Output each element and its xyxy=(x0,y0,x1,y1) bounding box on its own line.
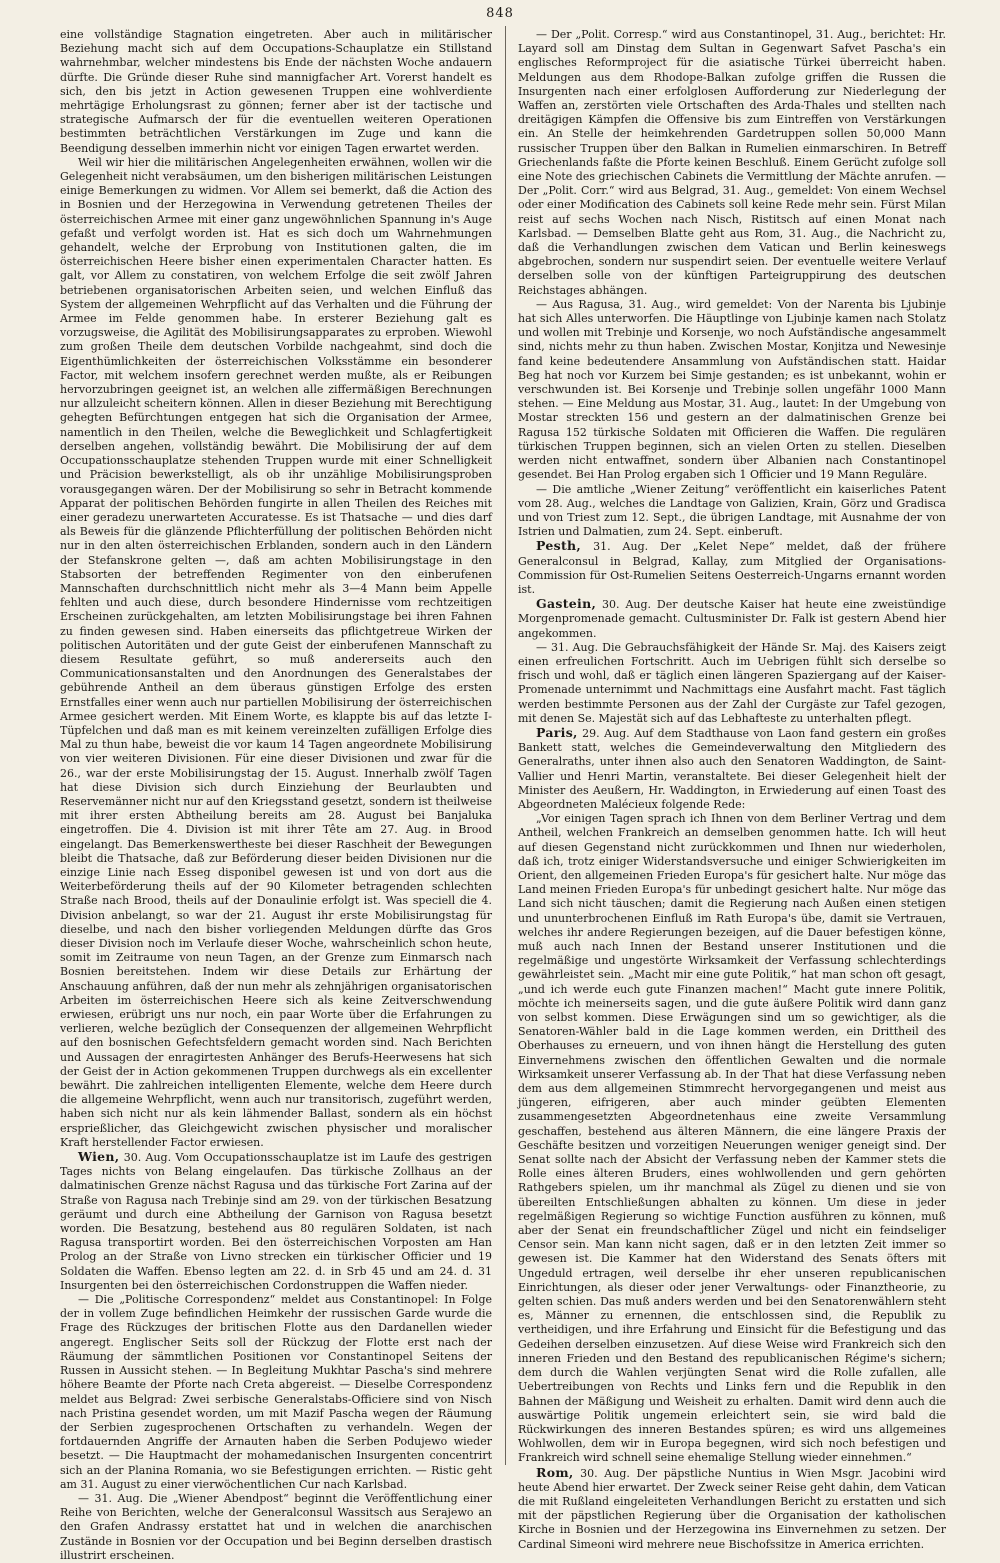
dateline: Pesth, xyxy=(536,538,582,554)
paragraph-text: — 31. Aug. Die Gebrauchsfähigkeit der Hände Sr. Maj. des Kaisers zeigt einen erfreulichen Fortschritt. Auch im Uebrigen fühlt sich derselbe so frisch und wohl, daß er täglich einen längeren Spaziergang auf der Kaiser-Promenade unternimmt und Nachmittags eine Ausfahrt macht. Fast täglich werden bestimmte Personen aus der Zahl der Curgäste zur Tafel gezogen, mit denen Se. Majestät sich auf das Lebhafteste zu unterhalten pflegt. xyxy=(518,640,946,725)
article-paragraph xyxy=(60,1492,492,1563)
article-paragraph xyxy=(518,597,946,641)
paragraph-text: 31. Aug. Der „Kelet Nepe“ meldet, daß der frühere Generalconsul in Belgrad, Kallay, zum Mitglied der Organisations-Commission für Ost-Rumelien Seitens Oesterreich-Ungarns ernannt worden ist. xyxy=(518,540,946,596)
column-divider xyxy=(505,26,506,1465)
dateline: Paris, xyxy=(536,724,578,740)
right-column xyxy=(518,28,946,1551)
article-paragraph xyxy=(60,1293,492,1492)
paragraph-text: 29. Aug. Auf dem Stadthause von Laon fand gestern ein großes Bankett statt, welches die Gemeindeverwaltung den Mitgliedern des Generalraths, unter ihnen also auch den Senatoren Waddington, de Saint-Vallier und Henri Martin, veranstaltete. Bei dieser Gelegenheit hielt der Minister des Aeußern, Hr. Waddington, in Erwiederung auf einen Toast des Abgeordneten Malécieux folgende Rede: xyxy=(518,726,946,811)
dateline: Wien, xyxy=(78,1149,120,1165)
paragraph-text: — Aus Ragusa, 31. Aug., wird gemeldet: Von der Narenta bis Ljubinje hat sich Alles unterworfen. Die Häuptlinge von Ljubinje kamen nach Stolatz und wollen mit Trebinje und Korsenje, wo noch Aufständische angesammelt sind, nichts mehr zu thun haben. Zwischen Mostar, Konjitza und Newesinje fand keine bedeutendere Ansammlung von Aufständischen statt. Haidar Beg hat noch vor Kurzem bei Simje gestanden; es ist unbekannt, wohin er verschwunden ist. Bei Korsenje und Trebinje sollen ungefähr 1000 Mann stehen. — Eine Meldung aus Mostar, 31. Aug., lautet: In der Umgebung von Mostar streckten 156 und gestern an der dalmatinischen Grenze bei Ragusa 152 türkische Soldaten mit Officieren die Waffen. Die regulären türkischen Truppen beginnen, sich an vielen Orten zu stellen. Dieselben werden nicht entwaffnet, sondern über Albanien nach Constantinopel gesendet. Bei Han Prolog ergaben sich 1 Officier und 19 Mann Reguläre. xyxy=(518,297,946,482)
paragraph-text: eine vollständige Stagnation eingetreten. Aber auch in militärischer Beziehung macht sich auf dem Occupations-Schauplatze ein Stillstand wahrnehmbar, welcher mindestens bis Ende der nächsten Woche andauern dürfte. Die Gründe dieser Ruhe sind mannigfacher Art. Vorerst handelt es sich, den bis jetzt in Action gewesenen Truppen eine wohlverdiente mehrtägige Erholungsrast zu gönnen; ferner aber ist der tactische und strategische Aufmarsch der für die eventuellen weiteren Operationen bestimmten beträchtlichen Verstärkungen im Zuge und kann die Beendigung desselben immerhin nicht vor einigen Tagen erwartet werden. xyxy=(60,28,492,155)
paragraph-text: 30. Aug. Der deutsche Kaiser hat heute eine zweistündige Morgenpromenade gemacht. Cultusminister Dr. Falk ist gestern Abend hier angekommen. xyxy=(518,598,946,640)
paragraph-text: — Die amtliche „Wiener Zeitung“ veröffentlicht ein kaiserliches Patent vom 28. Aug., welches die Landtage von Galizien, Krain, Görz und Gradisca und von Triest zum 12. Sept., die übrigen Landtage, mit Ausnahme der von Istrien und Dalmatien, zum 24. Sept. einberuft. xyxy=(518,482,946,539)
paragraph-text: Weil wir hier die militärischen Angelegenheiten erwähnen, wollen wir die Gelegenheit nicht verabsäumen, um den bisherigen militärischen Leistungen einige Bemerkungen zu widmen. Vor Allem sei bemerkt, daß die Action des in Bosnien und der Herzegowina in Verwendung getretenen Theiles der österreichischen Armee mit einer ganz ungewöhnlichen Spannung in's Auge gefaßt und verfolgt worden ist. Hat es sich doch um Wahrnehmungen gehandelt, welche der Erprobung von Institutionen galten, die im österreichischen Heere bisher einen experimentalen Character hatten. Es galt, vor Allem zu constatiren, von welchem Erfolge die seit zwölf Jahren betriebenen organisatorischen Arbeiten seien, und welchen Einfluß das System der allgemeinen Wehrpflicht auf das Verhalten und die Führung der Armee im Felde genommen habe. In ersterer Beziehung galt es vorzugsweise, die Agilität des Mobilisirungsapparates zu erproben. Wiewohl zum großen Theile dem deutschen Vorbilde nachgeahmt, sind doch die Eigenthümlichkeiten der österreichischen Volksstämme ein besonderer Factor, mit welchem insofern gerechnet werden mußte, als er Reibungen hervorzubringen geeignet ist, an welchen alle ziffermäßigen Berechnungen nur allzuleicht scheitern können. Allen in dieser Beziehung mit Berechtigung gehegten Befürchtungen entgegen hat sich die Organisation der Armee, namentlich in den Theilen, welche die Beweglichkeit und Schlagfertigkeit derselben angehen, vollständig bewährt. Die Mobilisirung der auf dem Occupationsschauplatze stehenden Truppen wurde mit einer Schnelligkeit und Präcision bewerkstelligt, als ob ihr unzählige Mobilisirungsproben vorausgegangen wären. Der der Mobilisirung so sehr in Betracht kommende Apparat der politischen Behörden fungirte in allen Theilen des Reiches mit einer geradezu unerwarteten Accuratesse. Es ist Thatsache — und dies darf als Beweis für die glänzende Pflichterfüllung der politischen Behörden nicht nur in den alten österreichischen Erblanden, sondern auch in den Ländern der Stefanskrone gelten —, daß am achten Mobilisirungstage in den Stabsorten der betreffenden Regimenter von den einberufenen Mannschaften durchschnittlich nicht mehr als 3—4 Mann beim Appelle fehlten und auch diese, durch besondere Hindernisse vom rechtzeitigen Erscheinen zurückgehalten, am letzten Mobilisirungstage bei ihren Fahnen zu finden gewesen sind. Haben einerseits das pflichtgetreue Wirken der politischen Autoritäten und der gute Geist der einberufenen Mannschaft zu diesem Resultate geführt, so muß andererseits auch den Communicationsanstalten und den Anordnungen des Generalstabes der gebührende Antheil an dem überaus günstigen Erfolge des ersten Ernstfalles einer wenn auch nur partiellen Mobilisirung der österreichischen Armee gesichert werden. Mit Einem Worte, es klappte bis auf das letzte I-Tüpfelchen und daß man es mit keinem vereinzelten zufälligen Erfolge dies Mal zu thun habe, beweist die vor kaum 14 Tagen angeordnete Mobilisirung von vier weiteren Divisionen. Für eine dieser Divisionen und zwar für die 26., war der erste Mobilisirungstag der 15. August. Innerhalb zwölf Tagen hat diese Division sich durch Einziehung der Beurlaubten und Reservemänner nicht nur auf den Kriegsstand gesetzt, sondern ist theilweise mit ihrer ersten Abtheilung bereits am 28. August bei Banjaluka eingetroffen. Die 4. Division ist mit ihrer Tête am 27. Aug. in Brood eingelangt. Das Bemerkenswertheste bei dieser Raschheit der Bewegungen bleibt die Thatsache, daß zur Beförderung dieser beiden Divisionen nur die einzige Linie nach Esseg disponibel gewesen ist und von dort aus die Weiterbeförderung theils auf der 90 Kilometer betragenden schlechten Straße nach Brood, theils auf der Donaulinie erfolgt ist. Was speciell die 4. Division anbelangt, so war der 21. August ihr erste Mobilisirungstag für dieselbe, und nach den bisher vorliegenden Meldungen dürfte das Gros dieser Division noch im Verlaufe dieser Woche, wahrscheinlich schon heute, somit im Zeitraume von neun Tagen, an der Grenze zum Einmarsch nach Bosnien bereitstehen. Indem wir diese Details zur Erhärtung der Anschauung anführen, daß der nun mehr als zehnjährigen organisatorischen Arbeiten im österreichischen Heere sich als keine Zeitverschwendung erwiesen, erübrigt uns nur noch, ein paar Worte über die Erfahrungen zu verlieren, welche bezüglich der Consequenzen der allgemeinen Wehrpflicht auf den bosnischen Gefechtsfeldern gemacht worden sind. Nach Berichten und Aussagen der enragirtesten Anhänger des Berufs-Heerwesens hat sich der Geist der in Action gekommenen Truppen durchwegs als ein excellenter bewährt. Die zahlreichen intelligenten Elemente, welche dem Heere durch die allgemeine Wehrpflicht, wenn auch nur transitorisch, zugeführt werden, haben sich nicht nur als kein lähmender Ballast, sondern als ein höchst ersprießlicher, das Gleichgewicht zwischen physischer und moralischer Kraft herstellender Factor erwiesen. xyxy=(60,155,492,1149)
article-paragraph xyxy=(518,726,946,812)
article-paragraph xyxy=(60,28,492,156)
article-paragraph xyxy=(60,156,492,1150)
paragraph-text: — Der „Polit. Corresp.“ wird aus Constantinopel, 31. Aug., berichtet: Hr. Layard soll am Dinstag dem Sultan in Gegenwart Safvet Pascha's ein englisches Reformproject für die asiatische Türkei überreicht haben. Meldungen aus dem Rhodope-Balkan zufolge griffen die Russen die Insurgenten nach einer erfolglosen Aufforderung zur Niederlegung der Waffen an, zerstörten viele Ortschaften des Arda-Thales und stellten nach dreitägigen Kämpfen die Offensive bis zum Eintreffen von Verstärkungen ein. An Stelle der heimkehrenden Gardetruppen sollen 50,000 Mann russischer Truppen über den Balkan in Rumelien einmarschiren. In Betreff Griechenlands faßte die Pforte keinen Beschluß. Einem Gerücht zufolge soll eine Note des griechischen Cabinets die Vermittlung der Mächte anrufen. — Der „Polit. Corr.“ wird aus Belgrad, 31. Aug., gemeldet: Von einem Wechsel oder einer Modification des Cabinets soll keine Rede mehr sein. Fürst Milan reist auf sechs Wochen nach Nisch, Ristitsch auf einen Monat nach Karlsbad. — Demselben Blatte geht aus Rom, 31. Aug., die Nachricht zu, daß die Verhandlungen zwischen dem Vatican und Berlin keineswegs abgebrochen, sondern nur suspendirt seien. Der eventuelle weitere Verlauf derselben solle von der künftigen Parteigruppirung des deutschen Reichstages abhängen. xyxy=(518,28,946,297)
paragraph-text: 30. Aug. Vom Occupationsschauplatze ist im Laufe des gestrigen Tages nichts von Belang eingelaufen. Das türkische Zollhaus an der dalmatinischen Grenze nächst Ragusa und das türkische Fort Zarina auf der Straße von Ragusa nach Trebinje sind am 29. von der türkischen Besatzung geräumt und durch eine Abtheilung der Garnison von Ragusa besetzt worden. Die Besatzung, bestehend aus 80 regulären Soldaten, ist nach Ragusa transportirt worden. Bei den österreichischen Vorposten am Han Prolog an der Straße von Livno strecken ein türkischer Officier und 19 Soldaten die Waffen. Ebenso legten am 22. d. in Srb 45 und am 24. d. 31 Insurgenten bei den österreichischen Cordonstruppen die Waffen nieder. xyxy=(60,1151,492,1292)
dateline: Gastein, xyxy=(536,596,597,612)
article-paragraph xyxy=(60,1150,492,1293)
article-paragraph xyxy=(518,298,946,483)
paragraph-text: „Vor einigen Tagen sprach ich Ihnen von dem Berliner Vertrag und dem Antheil, welchen Frankreich an demselben genommen hatte. Ich will heut auf diesen Gegenstand nicht zurückkommen und Ihnen nur wiederholen, daß ich, trotz einiger Widerstandsversuche und einiger Schwierigkeiten im Orient, den allgemeinen Frieden Europa's für gesichert halte. Nur möge das Land meinen Frieden Europa's für unbedingt gesichert halte. Nur möge das Land sich nicht täuschen; damit die Regierung nach Außen einen stetigen und ununterbrochenen Einfluß im Rath Europa's übe, damit sie Vertrauen, welches ihr andere Regierungen bezeigen, auf die Dauer befestigen könne, muß auch nach Innen der Bestand unserer Institutionen und die regelmäßige und ungestörte Wirksamkeit der Verfassung schlechterdings gewährleistet sein. „Macht mir eine gute Politik,“ hat man schon oft gesagt, „und ich werde euch gute Finanzen machen!“ Macht gute innere Politik, möchte ich meinerseits sagen, und die gute äußere Politik wird dann ganz von selbst kommen. Diese Erwägungen sind um so gewichtiger, als die Senatoren-Wähler bald in die Lage kommen werden, ein Drittheil des Oberhauses zu erneuern, und von ihnen hängt die Herstellung des guten Einvernehmens zwischen den öffentlichen Gewalten und die normale Wirksamkeit unserer Verfassung ab. In der That hat diese Verfassung neben dem aus dem allgemeinen Stimmrecht hervorgegangenen und meist aus jüngeren, eifrigeren, aber auch minder geübten Elementen zusammengesetzten Abgeordnetenhaus eine zweite Versammlung geschaffen, bestehend aus älteren Männern, die eine längere Praxis der Geschäfte besitzen und vorzeitigen Neuerungen weniger geneigt sind. Der Senat sollte nach der Absicht der Verfassung neben der Kammer stets die Rolle eines älteren Bruders, eines wohlwollenden und gern gehörten Rathgebers spielen, um ihr manchmal als Zügel zu dienen und sie von übereilten Entschließungen abhalten zu können. Um diese in jeder regelmäßigen Regierung so wichtige Function ausführen zu können, muß aber der Senat ein freundschaftlicher Zügel und nicht ein feindseliger Censor sein. Man kann nicht sagen, daß er in den letzten Zeit immer so gewesen ist. Die Kammer hat den Widerstand des Senats öfters mit Ungeduld ertragen, weil derselbe ihr eher unseren republicanischen Einrichtungen, als dieser oder jener Verwaltungs- oder Finanztheorie, zu gelten schien. Das muß anders werden und bei den Senatorenwählern steht es, Männer zu ernennen, die entschlossen sind, die Republik zu vertheidigen, und ihre Erfahrung und Einsicht für die Befestigung und das Gedeihen derselben einzusetzen. Auf diese Weise wird Frankreich sich den inneren Frieden und den Bestand des republicanischen Régime's sichern; dem durch die Wahlen verjüngten Senat wird die Rolle zufallen, alle Uebertreibungen von Rechts und Links fern und die Republik in den Bahnen der Mäßigung und Weisheit zu erhalten. Damit wird denn auch die auswärtige Politik ungemein erleichtert sein, sie wird bald die Rückwirkungen des inneren Bestandes spüren; es wird uns allgemeines Wohlwollen, dem wir in Europa begegnen, wird sich noch befestigen und Frankreich wird schnell seine ehemalige Stellung wieder einnehmen.“ xyxy=(518,812,946,1465)
article-paragraph xyxy=(518,812,946,1465)
left-column xyxy=(60,28,492,1562)
article-paragraph xyxy=(518,28,946,298)
article-paragraph xyxy=(518,641,946,726)
paragraph-text: — Die „Politische Correspondenz“ meldet aus Constantinopel: In Folge der in vollem Zuge befindlichen Heimkehr der russischen Garde wurde die Frage des Rückzuges der britischen Flotte aus den Dardanellen wieder angeregt. Englischer Seits soll der Rückzug der Flotte erst nach der Räumung der sämmtlichen Positionen vor Constantinopel Seitens der Russen in Aussicht stehen. — In Begleitung Mukhtar Pascha's sind mehrere höhere Beamte der Pforte nach Creta abgereist. — Dieselbe Correspondenz meldet aus Belgrad: Zwei serbische Generalstabs-Officiere sind von Nisch nach Pristina gesendet worden, um mit Mazif Pascha wegen der Räumung der Serbien zugesprochenen Ortschaften zu verhandeln. Wegen der fortdauernden Angriffe der Arnauten haben die Serben Podujewo wieder besetzt. — Die Hauptmacht der mohamedanischen Insurgenten concentrirt sich an der Planina Romania, wo sie Befestigungen errichten. — Ristic geht am 31. August zu einer vierwöchentlichen Cur nach Karlsbad. xyxy=(60,1293,492,1491)
paragraph-text: 30. Aug. Der päpstliche Nuntius in Wien Msgr. Jacobini wird heute Abend hier erwartet. Der Zweck seiner Reise geht dahin, dem Vatican die mit Rußland eingeleiteten Verhandlungen Bericht zu erstatten und sich mit der päpstlichen Regierung über die Organisation der katholischen Kirche in Bosnien und der Herzegowina ins Einvernehmen zu setzen. Der Cardinal Simeoni wird mehrere neue Bischofssitze in America errichten. xyxy=(518,1466,946,1551)
article-paragraph xyxy=(518,483,946,540)
dateline: Rom, xyxy=(536,1464,574,1480)
page-number: 848 xyxy=(486,6,514,21)
article-paragraph xyxy=(518,539,946,597)
article-paragraph xyxy=(518,1466,946,1552)
paragraph-text: — 31. Aug. Die „Wiener Abendpost“ beginnt die Veröffentlichung einer Reihe von Berichten, welche der Generalconsul Wassitsch aus Serajewo an den Grafen Andrassy erstattet hat und in welchen die anarchischen Zustände in Bosnien vor der Occupation und bei Beginn derselben drastisch illustrirt erscheinen. xyxy=(60,1491,492,1562)
